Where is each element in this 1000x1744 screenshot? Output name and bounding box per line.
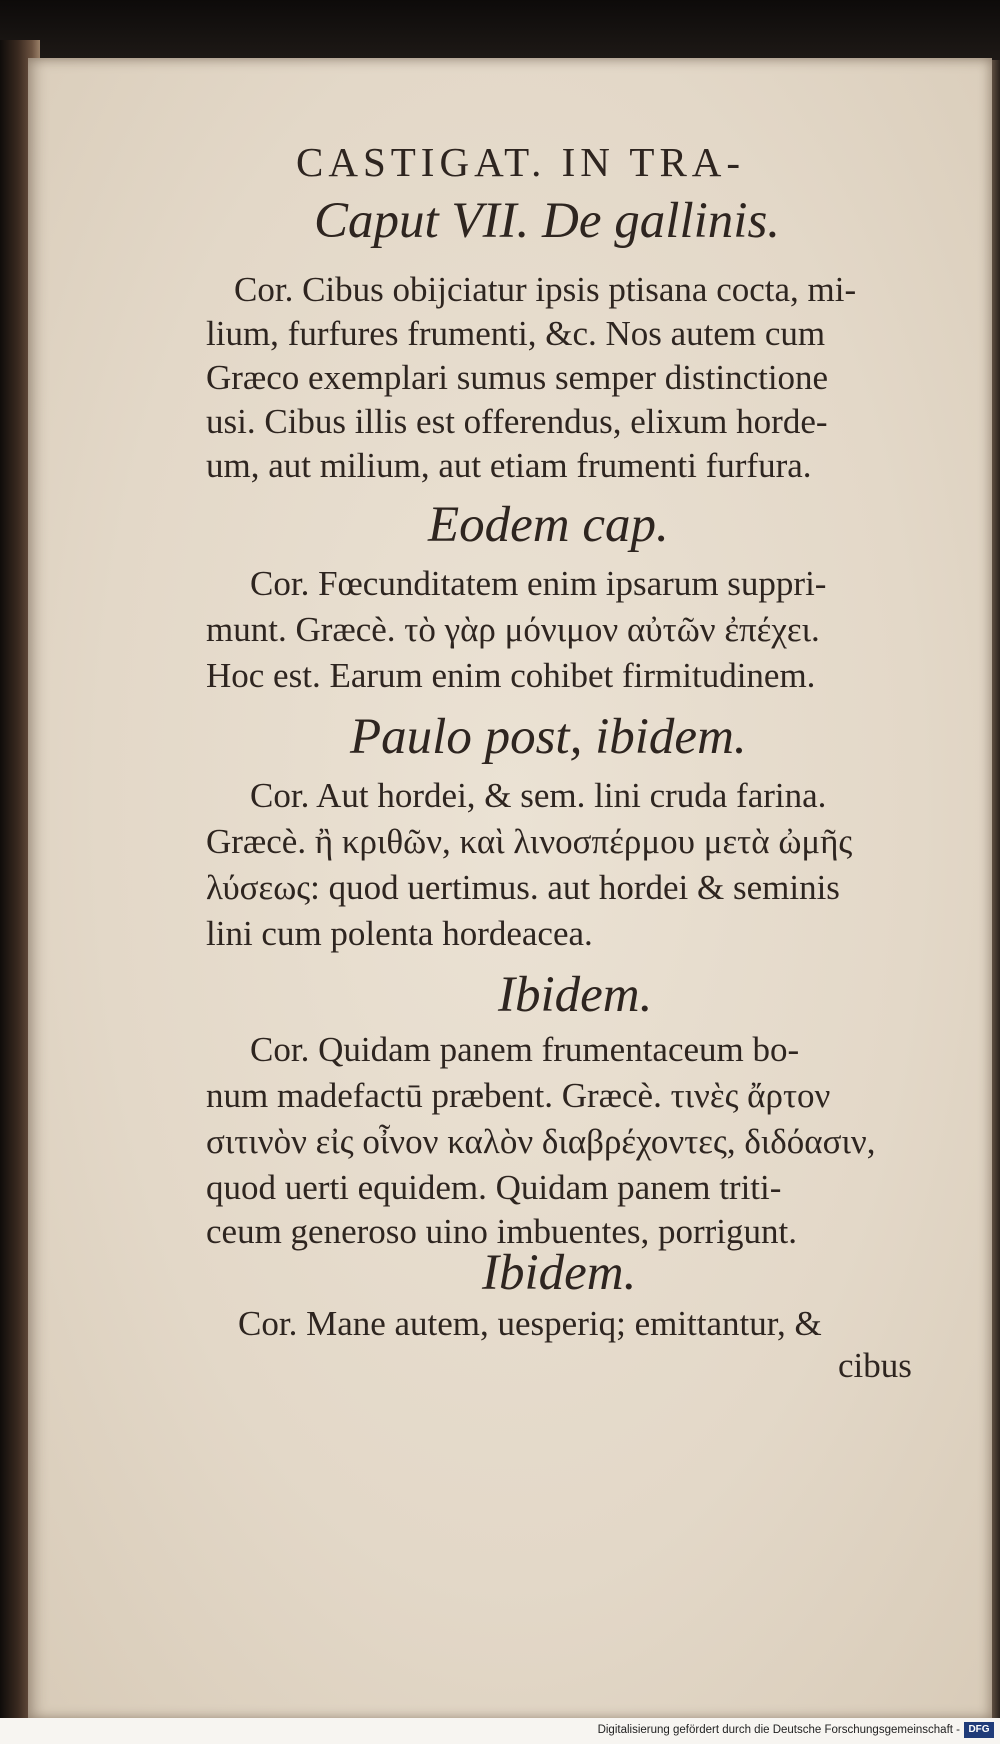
text-line: Cor. Aut hordei, & sem. lini cruda farina.	[250, 776, 827, 815]
section-heading: Ibidem.	[498, 967, 653, 1023]
text-line: Græcè. ἢ κριθῶν, καὶ λινοσπέρμου μετὰ ὠμῆς	[206, 822, 853, 861]
text-line: lini cum polenta hordeacea.	[206, 914, 593, 953]
text-line: munt. Græcè. τὸ γὰρ μόνιμον αὐτῶν ἐπέχει.	[206, 610, 820, 649]
section-heading: Caput VII. De gallinis.	[314, 193, 781, 249]
text-line: Græco exemplari sumus semper distinctione	[206, 358, 829, 397]
dfg-logo: DFG	[964, 1722, 994, 1738]
text-line: lium, furfures frumenti, &c. Nos autem cum	[206, 314, 826, 353]
scan-background-top	[0, 0, 1000, 62]
text-line: quod uerti equidem. Quidam panem triti-	[206, 1168, 782, 1207]
catchword: cibus	[838, 1346, 912, 1385]
text-line: Cor. Mane autem, uesperiq; emittantur, &	[238, 1304, 822, 1343]
text-line: Cor. Quidam panem frumentaceum bo-	[250, 1030, 800, 1069]
text-line: ceum generoso uino imbuentes, porrigunt.	[206, 1212, 797, 1251]
section-heading: Eodem cap.	[428, 497, 669, 553]
section-heading: Paulo post, ibidem.	[350, 709, 747, 765]
text-line: Cor. Fœcunditatem enim ipsarum suppri-	[250, 564, 827, 603]
text-line: usi. Cibus illis est offerendus, elixum horde-	[206, 402, 828, 441]
text-line: um, aut milium, aut etiam frumenti furfura.	[206, 446, 812, 485]
text-line: λύσεως: quod uertimus. aut hordei & seminis	[206, 868, 840, 907]
section-heading: Ibidem.	[482, 1245, 637, 1301]
text-line: num madefactū præbent. Græcè. τινὲς ἄρτον	[206, 1076, 831, 1115]
text-line: Cor. Cibus obijciatur ipsis ptisana cocta, mi-	[234, 270, 857, 309]
running-head: CASTIGAT. IN TRA-	[296, 139, 746, 185]
text-line: Hoc est. Earum enim cohibet firmitudinem.	[206, 656, 816, 695]
digitization-credit: Digitalisierung gefördert durch die Deutsche Forschungsgemeinschaft -	[597, 1724, 960, 1736]
text-line: σιτινὸν εἰς οἶνον καλὸν διαβρέχοντες, διδόασιν,	[206, 1122, 876, 1161]
